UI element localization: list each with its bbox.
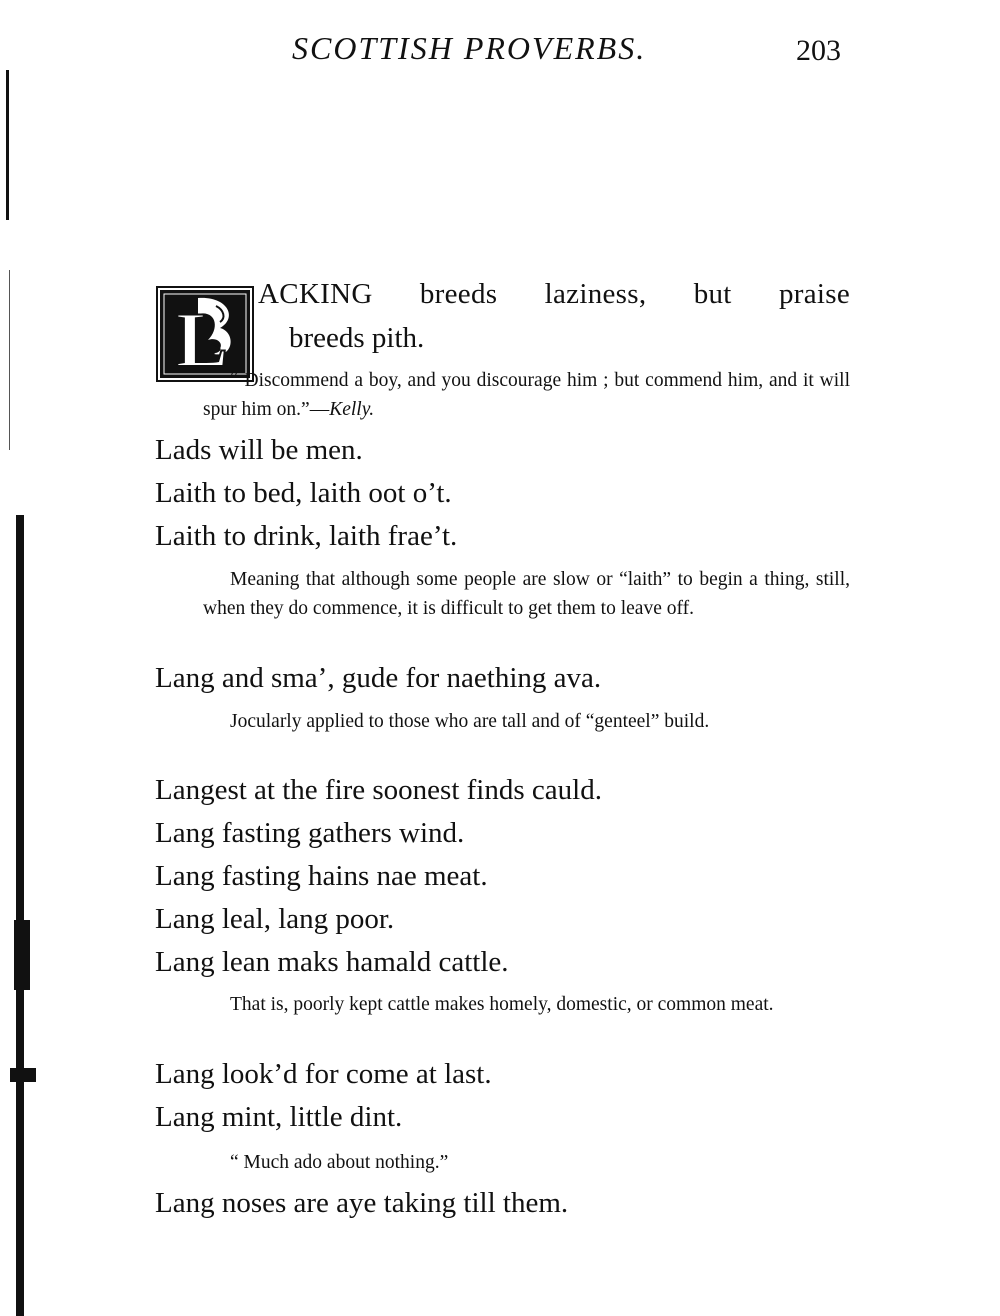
proverb-line: Lang fasting hains nae meat. [155, 860, 488, 892]
binding-edge-mark [14, 920, 30, 990]
proverb-line: Lang look’d for come at last. [155, 1058, 492, 1090]
proverb-line: Langest at the fire soonest finds cauld. [155, 774, 602, 806]
drop-cap-letter: L [176, 296, 229, 380]
proverb-note [203, 366, 850, 424]
proverb-note: That is, poorly kept cattle makes homely, domestic, or common meat. [230, 994, 774, 1015]
proverb-line: Laith to bed, laith oot o’t. [155, 477, 452, 509]
proverb-line: Lang and sma’, gude for naething ava. [155, 662, 602, 694]
proverb-note: Jocularly applied to those who are tall and of “genteel” build. [230, 711, 710, 732]
proverb-note: Meaning that although some people are slow or “laith” to begin a thing, still, when they do commence, it is difficult to get them to leave off. [203, 569, 850, 619]
proverb-line: Lang leal, lang poor. [155, 903, 395, 935]
binding-edge-mark [6, 70, 9, 220]
proverb-line: Lang noses are aye taking till them. [155, 1187, 569, 1219]
binding-edge-mark [16, 515, 24, 1316]
running-head: SCOTTISH PROVERBS. [292, 30, 647, 66]
note-text: “ Discommend a boy, and you discourage him ; but commend him, and it will spur him on.”— [203, 370, 850, 420]
proverb-line: Lads will be men. [155, 434, 363, 466]
note-attribution: Kelly. [329, 399, 375, 420]
proverb-line: Lang lean maks hamald cattle. [155, 946, 509, 978]
binding-edge-mark [9, 270, 10, 450]
proverb-line: ACKING breeds laziness, but praise [258, 278, 850, 310]
proverb-note: “ Much ado about nothing.” [230, 1152, 449, 1173]
proverb-line: Laith to drink, laith frae’t. [155, 520, 458, 552]
binding-edge-mark [10, 1068, 36, 1082]
proverb-line: Lang mint, little dint. [155, 1101, 403, 1133]
page-number: 203 [796, 34, 841, 67]
proverb-line: breeds pith. [289, 322, 425, 354]
proverb-line: Lang fasting gathers wind. [155, 817, 465, 849]
